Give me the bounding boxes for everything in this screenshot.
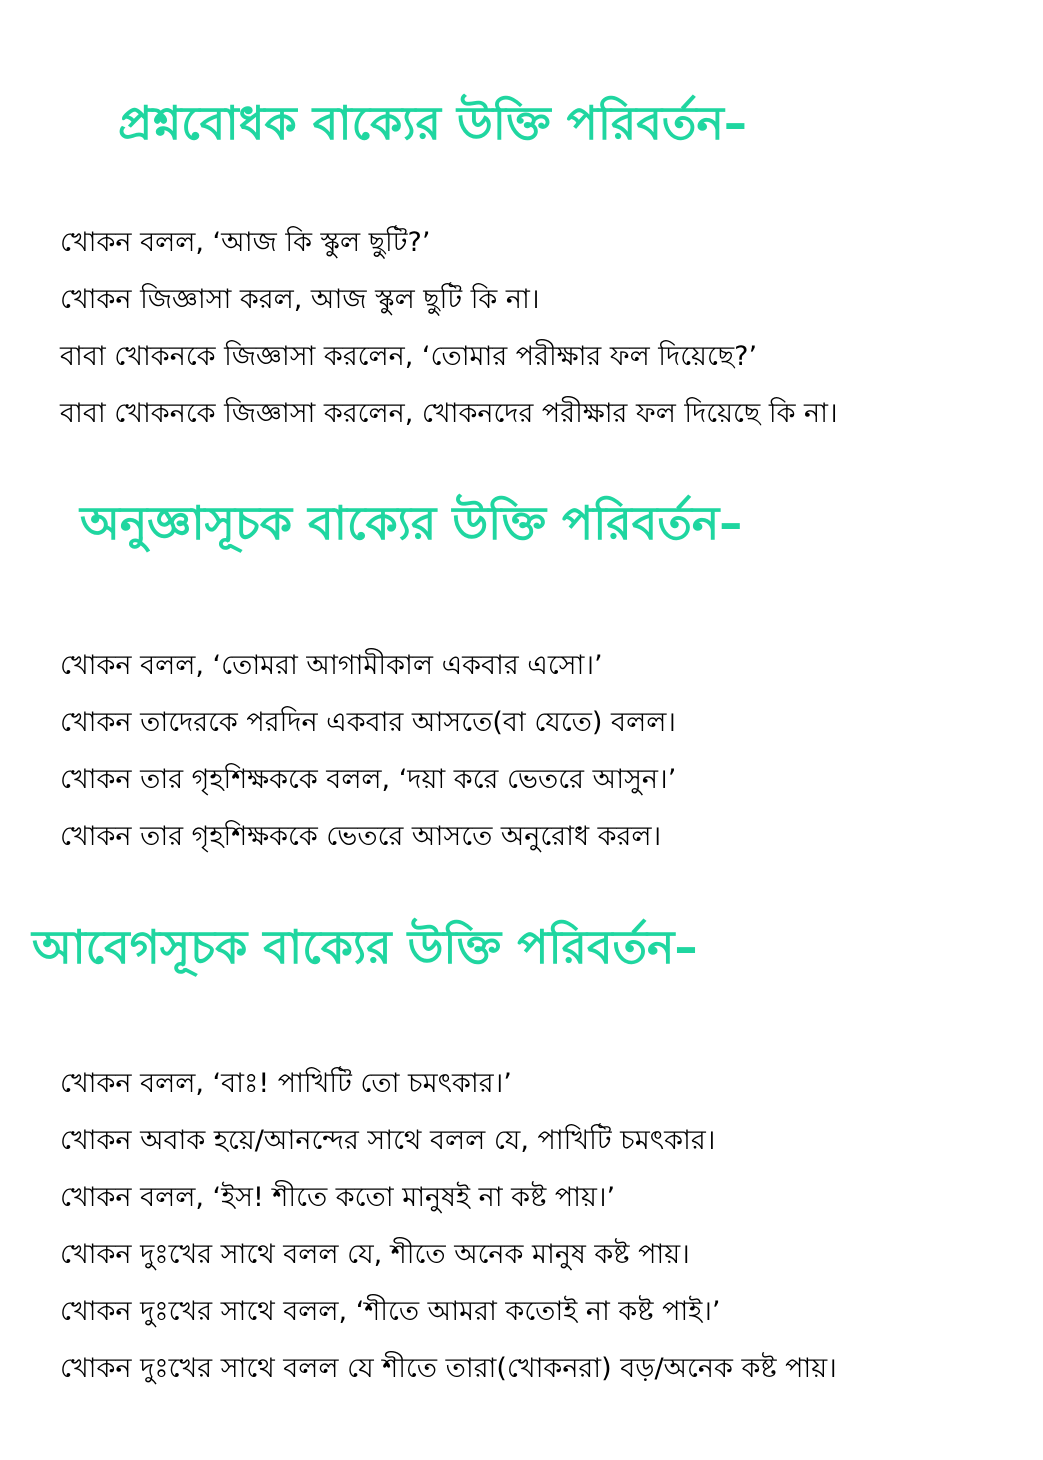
exclamatory-examples (60, 1055, 837, 1397)
example-line: খোকন অবাক হয়ে/আনন্দের সাথে বলল যে, পাখিটি চমৎকার। (60, 1125, 716, 1156)
section-heading-interrogative: প্রশ্নবোধক বাক্যের উক্তি পরিবর্তন– (118, 96, 747, 150)
example-line: বাবা খোকনকে জিজ্ঞাসা করলেন, খোকনদের পরীক্ষার ফল দিয়েছে কি না। (60, 398, 838, 429)
example-line: খোকন বলল, ‘তোমরা আগামীকাল একবার এসো।’ (60, 650, 603, 681)
example-line: খোকন দুঃখের সাথে বলল যে শীতে তারা(খোকনরা) বড়/অনেক কষ্ট পায়। (60, 1353, 837, 1384)
example-line: খোকন বলল, ‘আজ কি স্কুল ছুটি?’ (60, 227, 431, 258)
example-line: বাবা খোকনকে জিজ্ঞাসা করলেন, ‘তোমার পরীক্ষার ফল দিয়েছে?’ (60, 341, 758, 372)
example-line: খোকন তার গৃহশিক্ষককে ভেতরে আসতে অনুরোধ করল। (60, 821, 662, 852)
example-line: খোকন বলল, ‘বাঃ! পাখিটি তো চমৎকার।’ (60, 1068, 512, 1099)
example-line: খোকন দুঃখের সাথে বলল, ‘শীতে আমরা কতোই না কষ্ট পাই।’ (60, 1296, 721, 1327)
section-heading-imperative: অনুজ্ঞাসূচক বাক্যের উক্তি পরিবর্তন– (80, 496, 743, 550)
example-line: খোকন তার গৃহশিক্ষককে বলল, ‘দয়া করে ভেতরে আসুন।’ (60, 764, 677, 795)
example-line: খোকন জিজ্ঞাসা করল, আজ স্কুল ছুটি কি না। (60, 284, 540, 315)
example-line: খোকন বলল, ‘ইস! শীতে কতো মানুষই না কষ্ট পায়।’ (60, 1182, 616, 1213)
section-heading-exclamatory: আবেগসূচক বাক্যের উক্তি পরিবর্তন– (32, 920, 698, 974)
example-line: খোকন তাদেরকে পরদিন একবার আসতে(বা যেতে) বলল। (60, 707, 676, 738)
example-line: খোকন দুঃখের সাথে বলল যে, শীতে অনেক মানুষ কষ্ট পায়। (60, 1239, 690, 1270)
imperative-examples (60, 637, 676, 865)
interrogative-examples (60, 214, 838, 442)
